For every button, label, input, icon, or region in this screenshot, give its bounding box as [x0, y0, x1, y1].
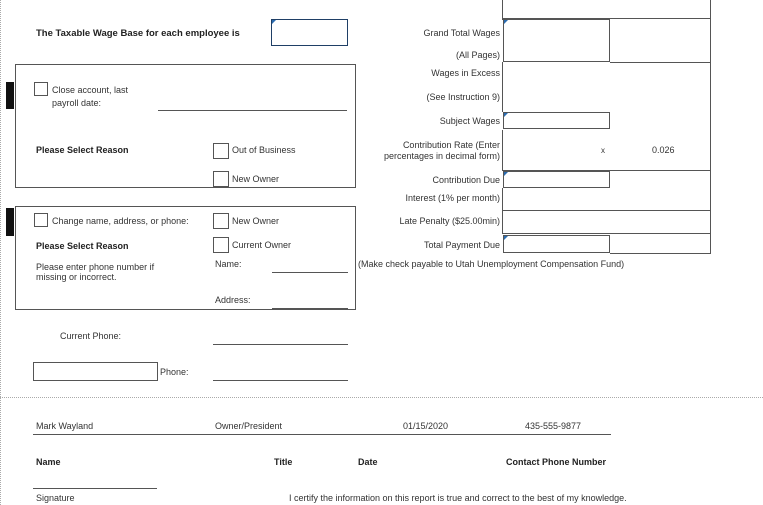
change-new-owner-checkbox[interactable] [213, 213, 229, 229]
change-select-reason-label: Please Select Reason [36, 241, 129, 251]
payable-note: (Make check payable to Utah Unemployment Compensation Fund) [358, 259, 625, 269]
out-of-business-label: Out of Business [232, 145, 296, 155]
address-label: Address: [215, 295, 251, 305]
phone-note-line1: Please enter phone number if [36, 262, 155, 272]
signature-label: Signature [36, 493, 75, 503]
grid-line [610, 253, 710, 254]
close-account-section [15, 64, 356, 188]
close-account-label [52, 84, 128, 110]
phone-input[interactable] [213, 380, 348, 381]
payroll-date-input[interactable] [158, 110, 347, 111]
address-input[interactable] [272, 308, 348, 309]
out-of-business-checkbox[interactable] [213, 143, 229, 159]
signature-info-line [33, 434, 611, 435]
multiply-sign: x [601, 146, 605, 155]
subject-wages-input[interactable] [503, 112, 610, 129]
address-line-2-input[interactable] [213, 344, 348, 345]
current-phone-label: Current Phone: [60, 331, 122, 341]
page-left-guide [0, 0, 2, 505]
grid-line [710, 170, 711, 234]
all-pages-label: (All Pages) [455, 50, 500, 60]
contribution-rate-line1: Contribution Rate (Enter [402, 140, 500, 150]
grid-line [710, 20, 711, 112]
phone-note-line2: missing or incorrect. [36, 272, 117, 282]
taxable-wage-base-label: The Taxable Wage Base for each employee is [36, 28, 240, 39]
contact-phone-header: Contact Phone Number [506, 457, 607, 467]
contact-phone-value[interactable]: 435-555-9877 [525, 421, 582, 431]
close-account-select-reason-label: Please Select Reason [36, 145, 129, 155]
late-penalty-label: Late Penalty ($25.00min) [399, 216, 500, 226]
contribution-rate-line2: percentages in decimal form) [383, 151, 500, 161]
current-phone-input[interactable] [33, 362, 158, 381]
grid-line [229, 187, 356, 188]
interest-label: Interest (1% per month) [405, 193, 500, 203]
current-owner-label: Current Owner [232, 240, 292, 250]
grand-total-wages-input[interactable] [503, 19, 610, 62]
name-header: Name [36, 457, 61, 467]
owner-name-value[interactable]: Mark Wayland [36, 421, 94, 431]
grid-line [710, 234, 711, 254]
date-header: Date [358, 457, 378, 467]
current-owner-checkbox[interactable] [213, 237, 229, 253]
phone-label: Phone: [160, 367, 189, 377]
grid-line [502, 188, 503, 234]
change-new-owner-label: New Owner [232, 216, 280, 226]
change-info-checkbox[interactable] [34, 213, 48, 227]
close-account-checkbox[interactable] [34, 82, 48, 96]
grand-total-wages-label: Grand Total Wages [423, 28, 500, 38]
name-input[interactable] [272, 272, 348, 273]
grid-line [710, 0, 711, 20]
grid-line [610, 62, 710, 63]
wages-in-excess-label: Wages in Excess [431, 68, 500, 78]
grid-line [502, 210, 711, 211]
grid-line [502, 233, 711, 234]
grid-line [502, 130, 503, 170]
grid-line [502, 62, 503, 112]
report-date-value[interactable]: 01/15/2020 [403, 421, 449, 431]
contribution-rate-label [350, 140, 500, 162]
section-marker [6, 82, 14, 109]
contribution-rate-value: 0.026 [652, 145, 675, 155]
signature-input[interactable] [33, 488, 157, 489]
certify-text: I certify the information on this report is true and correct to the best of my knowledge. [289, 493, 627, 503]
name-label: Name: [215, 259, 242, 269]
grid-line [502, 0, 503, 20]
section-marker [6, 208, 14, 236]
grid-line [710, 112, 711, 170]
close-new-owner-label: New Owner [232, 174, 280, 184]
close-account-label-line1: Close account, last [52, 85, 129, 95]
close-account-label-line2: payroll date: [52, 98, 102, 108]
owner-title-value[interactable]: Owner/President [215, 421, 283, 431]
section-divider [0, 397, 763, 398]
total-payment-due-label: Total Payment Due [423, 240, 500, 250]
see-instruction-label: (See Instruction 9) [426, 92, 500, 102]
contribution-due-label: Contribution Due [432, 175, 500, 185]
subject-wages-label: Subject Wages [439, 116, 500, 126]
change-info-label: Change name, address, or phone: [52, 216, 189, 226]
contribution-due-input[interactable] [503, 171, 610, 188]
close-new-owner-checkbox[interactable] [213, 171, 229, 187]
phone-note [36, 262, 154, 282]
title-header: Title [274, 457, 293, 467]
taxable-wage-base-input[interactable] [271, 19, 348, 46]
total-payment-due-input[interactable] [503, 235, 610, 253]
